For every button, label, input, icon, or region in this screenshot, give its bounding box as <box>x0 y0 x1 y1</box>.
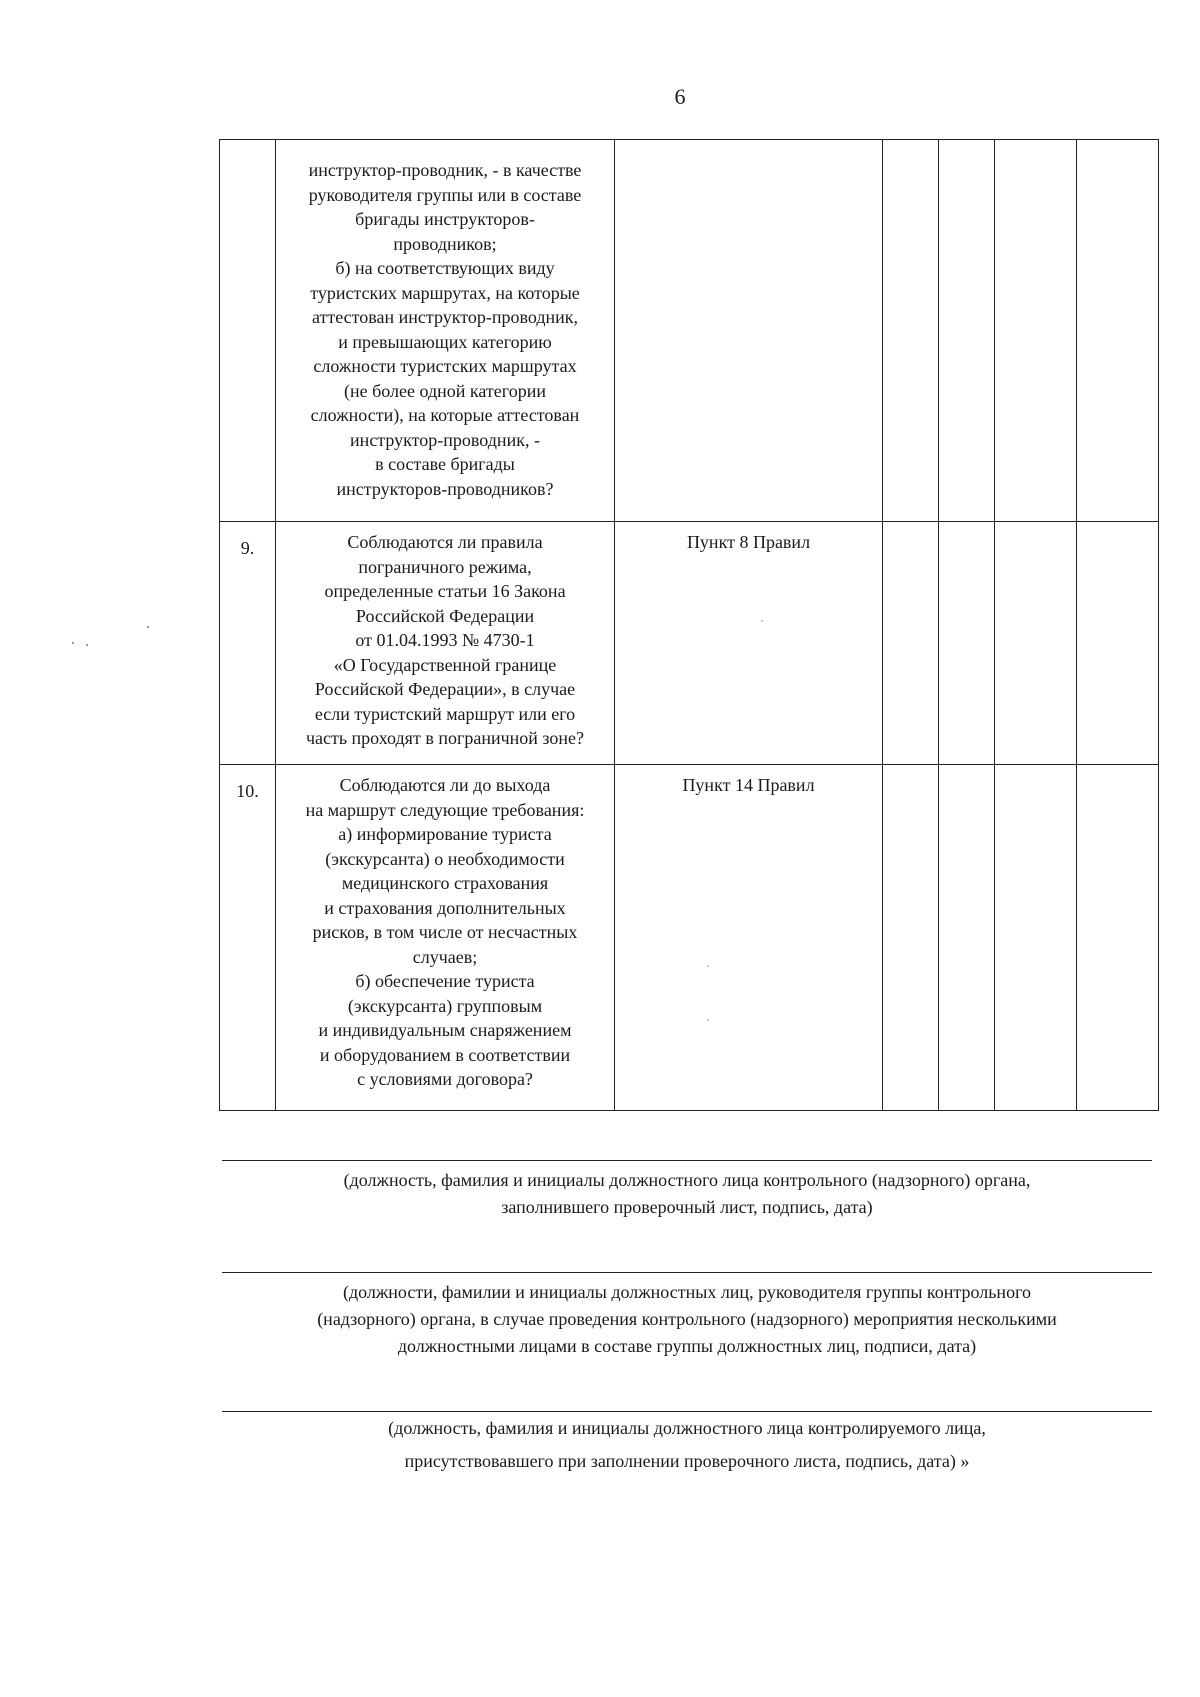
caption-line: (должность, фамилия и инициалы должностного лица контролируемого лица, <box>388 1418 986 1438</box>
note-cell[interactable] <box>1077 140 1159 522</box>
question-line: б) обеспечение туриста <box>355 971 535 991</box>
scan-speck <box>761 620 763 622</box>
question-line: инструктор-проводник, - <box>350 429 540 450</box>
question-line: инструктор-проводник, - в качестве <box>308 160 582 180</box>
answer-no-cell[interactable] <box>939 140 995 522</box>
answer-yes-cell[interactable] <box>883 765 939 1111</box>
answer-yes-cell[interactable] <box>883 522 939 765</box>
signature-line[interactable] <box>222 1160 1152 1161</box>
question-line: (не более одной категории <box>344 380 546 401</box>
caption-line: (должность, фамилия и инициалы должностного лица контрольного (надзорного) органа, <box>343 1170 1031 1190</box>
question-line: туристских маршрутах, на которые <box>310 282 580 303</box>
signature-caption <box>222 1412 1152 1478</box>
question-line: в составе бригады <box>375 454 515 474</box>
question-line: проводников; <box>393 233 497 254</box>
question-line: Российской Федерации», в случае <box>314 679 576 699</box>
table-row <box>220 140 1159 522</box>
answer-na-cell[interactable] <box>995 522 1077 765</box>
question-line: рисков, в том числе от несчастных <box>312 922 578 942</box>
question-cell <box>276 140 615 522</box>
question-line: если туристский маршрут или его <box>314 703 576 724</box>
row-number <box>220 140 276 522</box>
question-line: и индивидуальным снаряжением <box>318 1020 572 1040</box>
question-line: Соблюдаются ли правила <box>347 532 543 552</box>
question-cell <box>276 522 615 765</box>
caption-line: присутствовавшего при заполнении проверочного листа, подпись, дата) » <box>404 1451 970 1471</box>
caption-line: (должности, фамилии и инициалы должностных лиц, руководителя группы контрольного <box>342 1282 1032 1302</box>
row-number: 10. <box>220 765 276 1111</box>
question-line: пограничного режима, <box>358 556 532 577</box>
question-line: сложности туристских маршрутах <box>313 356 577 376</box>
answer-no-cell[interactable] <box>939 765 995 1111</box>
answer-yes-cell[interactable] <box>883 140 939 522</box>
table-row <box>220 765 1159 1111</box>
row-number: 9. <box>220 522 276 765</box>
question-line: определенные статьи 16 Закона <box>324 581 566 601</box>
question-line: от 01.04.1993 № 4730-1 <box>355 630 535 650</box>
signature-caption <box>222 1167 1152 1221</box>
question-line: аттестован инструктор-проводник, <box>311 307 579 327</box>
reference-cell <box>615 140 883 522</box>
question-line: с условиями договора? <box>357 1069 533 1089</box>
caption-line: должностными лицами в составе группы должностных лиц, подписи, дата) <box>397 1336 977 1356</box>
scan-speck <box>72 642 74 644</box>
question-line: случаев; <box>412 946 478 967</box>
reference-cell: Пункт 8 Правил <box>615 522 883 765</box>
checklist-table <box>219 139 1159 1111</box>
caption-line: (надзорного) органа, в случае проведения контрольного (надзорного) мероприятия несколькими <box>317 1309 1057 1329</box>
question-line: Соблюдаются ли до выхода <box>339 775 551 795</box>
note-cell[interactable] <box>1077 765 1159 1111</box>
question-line: а) информирование туриста <box>338 824 552 844</box>
question-line: инструкторов-проводников? <box>336 478 554 499</box>
signature-block-controlled-person <box>222 1411 1152 1478</box>
note-cell[interactable] <box>1077 522 1159 765</box>
question-line: и оборудованием в соответствии <box>319 1044 571 1065</box>
signature-line[interactable] <box>222 1272 1152 1273</box>
scan-speck <box>707 1019 709 1021</box>
answer-no-cell[interactable] <box>939 522 995 765</box>
signature-block-group <box>222 1272 1152 1360</box>
question-line: руководителя группы или в составе <box>308 184 582 205</box>
question-line: «О Государственной границе <box>333 654 557 675</box>
question-line: (экскурсанта) групповым <box>347 995 543 1016</box>
signature-block-inspector <box>222 1160 1152 1221</box>
question-line: и страхования дополнительных <box>324 897 566 918</box>
question-line: медицинского страхования <box>341 873 549 893</box>
question-line: и превышающих категорию <box>338 331 552 352</box>
question-line: Российской Федерации <box>355 605 535 626</box>
question-line: (экскурсанта) о необходимости <box>325 848 565 869</box>
answer-na-cell[interactable] <box>995 140 1077 522</box>
question-line: на маршрут следующие требования: <box>305 799 585 820</box>
signature-caption <box>222 1279 1152 1360</box>
scan-speck <box>86 644 88 646</box>
scan-speck <box>707 965 709 967</box>
reference-cell: Пункт 14 Правил <box>615 765 883 1111</box>
page-number: 6 <box>674 84 686 109</box>
answer-na-cell[interactable] <box>995 765 1077 1111</box>
question-line: б) на соответствующих виду <box>335 258 555 278</box>
scan-speck <box>147 626 149 628</box>
question-line: часть проходят в пограничной зоне? <box>305 728 585 748</box>
question-line: сложности), на которые аттестован <box>310 405 580 425</box>
question-line: бригады инструкторов- <box>355 209 535 229</box>
question-cell <box>276 765 615 1111</box>
caption-line: заполнившего проверочный лист, подпись, дата) <box>501 1197 873 1217</box>
table-row <box>220 522 1159 765</box>
